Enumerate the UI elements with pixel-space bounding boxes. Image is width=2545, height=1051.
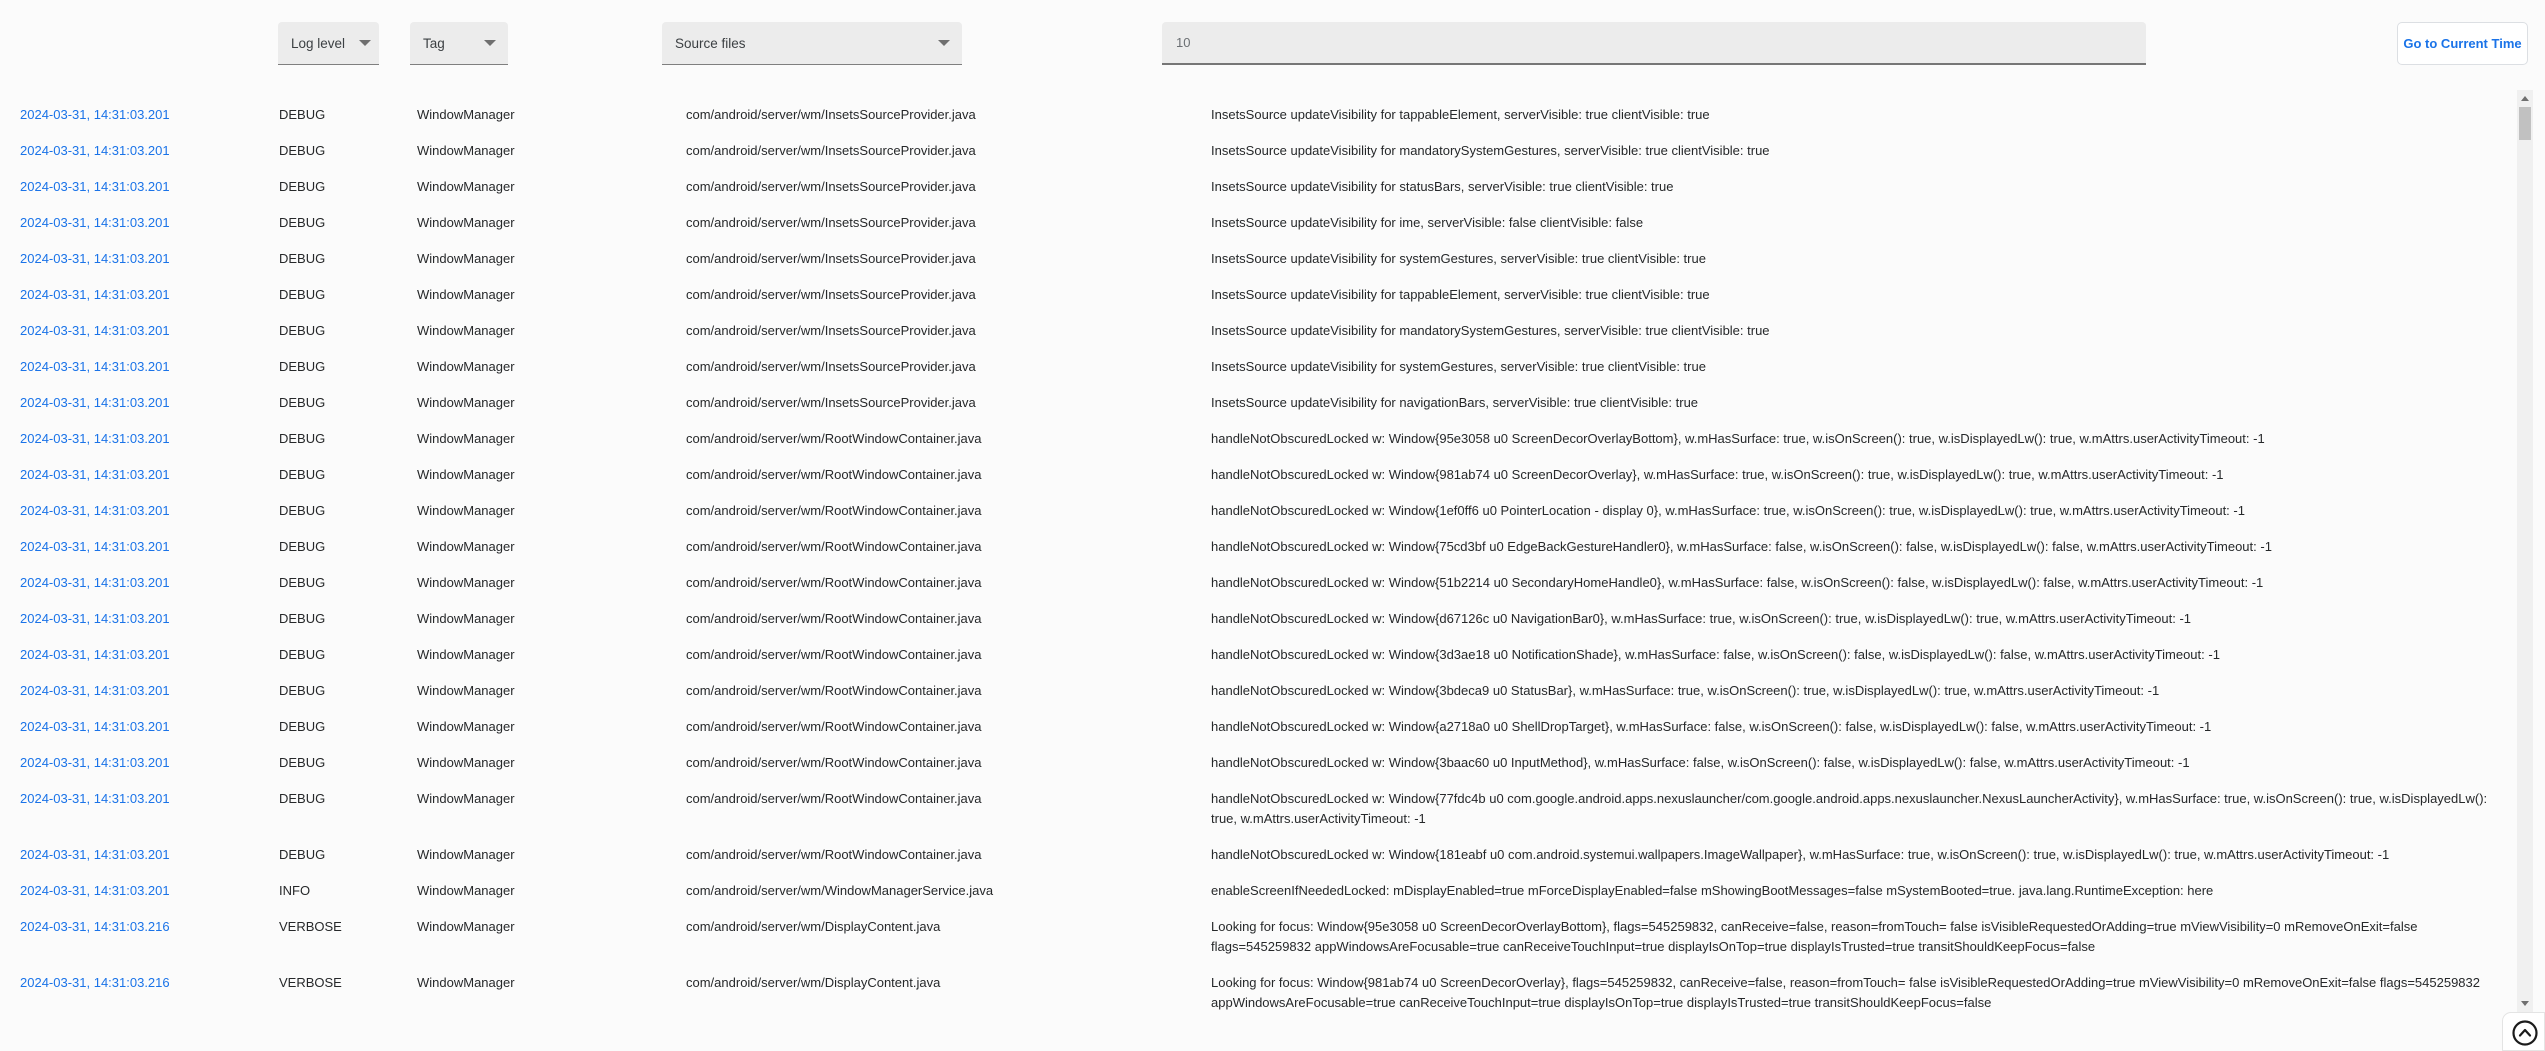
log-timestamp-link[interactable]: 2024-03-31, 14:31:03.201 bbox=[20, 647, 170, 662]
log-row[interactable] bbox=[20, 133, 2513, 169]
log-row[interactable] bbox=[20, 529, 2513, 565]
log-row[interactable] bbox=[20, 349, 2513, 385]
log-message: handleNotObscuredLocked w: Window{3d3ae18 u0 NotificationShade}, w.mHasSurface: false, w.isOnScreen(): false, w.isDisplayedLw(): false, w.mAttrs.userActivityTimeout: -1 bbox=[1211, 647, 2220, 662]
log-timestamp-link[interactable]: 2024-03-31, 14:31:03.201 bbox=[20, 359, 170, 374]
log-tag: WindowManager bbox=[417, 791, 515, 806]
log-message: InsetsSource updateVisibility for systemGestures, serverVisible: true clientVisible: true bbox=[1211, 251, 1706, 266]
log-row[interactable] bbox=[20, 457, 2513, 493]
log-timestamp-link[interactable]: 2024-03-31, 14:31:03.201 bbox=[20, 883, 170, 898]
log-timestamp-link[interactable]: 2024-03-31, 14:31:03.201 bbox=[20, 755, 170, 770]
chevron-down-icon bbox=[484, 40, 496, 46]
log-timestamp-link[interactable]: 2024-03-31, 14:31:03.216 bbox=[20, 919, 170, 934]
log-tag: WindowManager bbox=[417, 975, 515, 990]
log-level: INFO bbox=[279, 883, 311, 898]
log-tag: WindowManager bbox=[417, 179, 515, 194]
log-row[interactable] bbox=[20, 385, 2513, 421]
log-level: DEBUG bbox=[279, 143, 326, 158]
log-level: DEBUG bbox=[279, 107, 326, 122]
go-to-current-time-button[interactable]: Go to Current Time bbox=[2397, 22, 2528, 65]
log-tag: WindowManager bbox=[417, 611, 515, 626]
log-timestamp-link[interactable]: 2024-03-31, 14:31:03.216 bbox=[20, 975, 170, 990]
log-message: InsetsSource updateVisibility for tappableElement, serverVisible: true clientVisible: true bbox=[1211, 107, 1710, 122]
log-timestamp-link[interactable]: 2024-03-31, 14:31:03.201 bbox=[20, 719, 170, 734]
log-tag: WindowManager bbox=[417, 755, 515, 770]
log-message: Looking for focus: Window{981ab74 u0 ScreenDecorOverlay}, flags=545259832, canReceive=false, reason=fromTouch= false isVisibleRequestedOrAdding=true mViewVisibility=0 mRemoveOnExit=false flags=545259832 appWindowsAreFocusable=true canReceiveTouchInput=true displayIsOnTop=true displayIsTrusted=true transitShouldKeepFocus=false bbox=[1211, 975, 2480, 1010]
log-source-file: com/android/server/wm/RootWindowContainer.java bbox=[686, 683, 982, 698]
log-timestamp-link[interactable]: 2024-03-31, 14:31:03.201 bbox=[20, 143, 170, 158]
log-level: DEBUG bbox=[279, 251, 326, 266]
log-message: handleNotObscuredLocked w: Window{181eabf u0 com.android.systemui.wallpapers.ImageWallpaper}, w.mHasSurface: true, w.isOnScreen(): true, w.isDisplayedLw(): true, w.mAttrs.userActivityTimeout: -1 bbox=[1211, 847, 2390, 862]
scrollbar-thumb[interactable] bbox=[2519, 107, 2531, 140]
log-message: handleNotObscuredLocked w: Window{981ab74 u0 ScreenDecorOverlay}, w.mHasSurface: true, w.isOnScreen(): true, w.isDisplayedLw(): true, w.mAttrs.userActivityTimeout: -1 bbox=[1211, 467, 2224, 482]
log-row[interactable] bbox=[20, 601, 2513, 637]
log-row[interactable] bbox=[20, 277, 2513, 313]
log-timestamp-link[interactable]: 2024-03-31, 14:31:03.201 bbox=[20, 683, 170, 698]
log-tag: WindowManager bbox=[417, 431, 515, 446]
log-level-select[interactable] bbox=[278, 22, 379, 65]
log-tag: WindowManager bbox=[417, 919, 515, 934]
log-row[interactable] bbox=[20, 169, 2513, 205]
log-row[interactable] bbox=[20, 745, 2513, 781]
log-message: InsetsSource updateVisibility for systemGestures, serverVisible: true clientVisible: true bbox=[1211, 359, 1706, 374]
log-timestamp-link[interactable]: 2024-03-31, 14:31:03.201 bbox=[20, 215, 170, 230]
log-row[interactable] bbox=[20, 97, 2513, 133]
log-level: DEBUG bbox=[279, 575, 326, 590]
log-level: DEBUG bbox=[279, 503, 326, 518]
log-message: Looking for focus: Window{95e3058 u0 ScreenDecorOverlayBottom}, flags=545259832, canReceive=false, reason=fromTouch= false isVisibleRequestedOrAdding=true mViewVisibility=0 mRemoveOnExit=false flags=545259832 appWindowsAreFocusable=true canReceiveTouchInput=true displayIsOnTop=true displayIsTrusted=true transitShouldKeepFocus=false bbox=[1211, 919, 2418, 954]
log-level: DEBUG bbox=[279, 179, 326, 194]
corner-panel bbox=[2502, 1012, 2545, 1051]
vertical-scrollbar[interactable] bbox=[2517, 90, 2533, 1051]
log-source-file: com/android/server/wm/RootWindowContainer.java bbox=[686, 431, 982, 446]
log-tag: WindowManager bbox=[417, 143, 515, 158]
log-message: enableScreenIfNeededLocked: mDisplayEnabled=true mForceDisplayEnabled=false mShowingBootMessages=false mSystemBooted=true. java.lang.RuntimeException: here bbox=[1211, 883, 2214, 898]
log-tag: WindowManager bbox=[417, 251, 515, 266]
log-source-file: com/android/server/wm/RootWindowContainer.java bbox=[686, 719, 982, 734]
log-level: DEBUG bbox=[279, 791, 326, 806]
tag-select[interactable] bbox=[410, 22, 508, 65]
log-source-file: com/android/server/wm/RootWindowContainer.java bbox=[686, 575, 982, 590]
log-source-file: com/android/server/wm/RootWindowContainer.java bbox=[686, 611, 982, 626]
log-timestamp-link[interactable]: 2024-03-31, 14:31:03.201 bbox=[20, 395, 170, 410]
log-timestamp-link[interactable]: 2024-03-31, 14:31:03.201 bbox=[20, 287, 170, 302]
log-row[interactable] bbox=[20, 205, 2513, 241]
log-timestamp-link[interactable]: 2024-03-31, 14:31:03.201 bbox=[20, 791, 170, 806]
log-source-file: com/android/server/wm/RootWindowContainer.java bbox=[686, 467, 982, 482]
log-tag: WindowManager bbox=[417, 883, 515, 898]
log-level: DEBUG bbox=[279, 647, 326, 662]
log-row[interactable] bbox=[20, 565, 2513, 601]
log-row[interactable] bbox=[20, 493, 2513, 529]
log-source-file: com/android/server/wm/RootWindowContainer.java bbox=[686, 847, 982, 862]
log-tag: WindowManager bbox=[417, 847, 515, 862]
log-level: DEBUG bbox=[279, 467, 326, 482]
log-message: InsetsSource updateVisibility for navigationBars, serverVisible: true clientVisible: true bbox=[1211, 395, 1699, 410]
log-level: DEBUG bbox=[279, 215, 326, 230]
log-source-file: com/android/server/wm/RootWindowContainer.java bbox=[686, 647, 982, 662]
log-tag: WindowManager bbox=[417, 647, 515, 662]
log-tag: WindowManager bbox=[417, 215, 515, 230]
log-tag: WindowManager bbox=[417, 575, 515, 590]
chevron-up-circle-icon bbox=[2511, 1019, 2539, 1047]
source-files-select-label: Source files bbox=[675, 35, 746, 51]
log-level: DEBUG bbox=[279, 755, 326, 770]
log-message: InsetsSource updateVisibility for mandatorySystemGestures, serverVisible: true clientVisible: true bbox=[1211, 323, 1770, 338]
log-tag: WindowManager bbox=[417, 503, 515, 518]
triangle-up-icon bbox=[2521, 96, 2529, 101]
log-message: handleNotObscuredLocked w: Window{75cd3bf u0 EdgeBackGestureHandler0}, w.mHasSurface: false, w.isOnScreen(): false, w.isDisplayedLw(): false, w.mAttrs.userActivityTimeout: -1 bbox=[1211, 539, 2272, 554]
log-row[interactable] bbox=[20, 637, 2513, 673]
log-source-file: com/android/server/wm/InsetsSourceProvider.java bbox=[686, 179, 976, 194]
chevron-down-icon bbox=[938, 40, 950, 46]
log-source-file: com/android/server/wm/RootWindowContainer.java bbox=[686, 755, 982, 770]
log-level: DEBUG bbox=[279, 359, 326, 374]
log-message: handleNotObscuredLocked w: Window{3baac60 u0 InputMethod}, w.mHasSurface: false, w.isOnScreen(): false, w.isDisplayedLw(): false, w.mAttrs.userActivityTimeout: -1 bbox=[1211, 755, 2190, 770]
log-level: DEBUG bbox=[279, 611, 326, 626]
log-level-select-label: Log level bbox=[291, 35, 346, 51]
log-message: handleNotObscuredLocked w: Window{51b2214 u0 SecondaryHomeHandle0}, w.mHasSurface: false, w.isOnScreen(): false, w.isDisplayedLw(): false, w.mAttrs.userActivityTimeout: -1 bbox=[1211, 575, 2264, 590]
log-row[interactable] bbox=[20, 241, 2513, 277]
log-row[interactable] bbox=[20, 837, 2513, 873]
log-row[interactable] bbox=[20, 673, 2513, 709]
log-source-file: com/android/server/wm/DisplayContent.java bbox=[686, 919, 941, 934]
log-timestamp-link[interactable]: 2024-03-31, 14:31:03.201 bbox=[20, 611, 170, 626]
log-row[interactable] bbox=[20, 781, 2513, 837]
log-tag: WindowManager bbox=[417, 719, 515, 734]
log-tag: WindowManager bbox=[417, 107, 515, 122]
log-timestamp-link[interactable]: 2024-03-31, 14:31:03.201 bbox=[20, 179, 170, 194]
log-row[interactable] bbox=[20, 873, 2513, 909]
log-timestamp-link[interactable]: 2024-03-31, 14:31:03.201 bbox=[20, 251, 170, 266]
log-level: DEBUG bbox=[279, 323, 326, 338]
log-row[interactable] bbox=[20, 313, 2513, 349]
scrollbar-up-arrow[interactable] bbox=[2517, 90, 2533, 106]
log-level: DEBUG bbox=[279, 431, 326, 446]
log-tag: WindowManager bbox=[417, 395, 515, 410]
log-tag: WindowManager bbox=[417, 539, 515, 554]
log-timestamp-link[interactable]: 2024-03-31, 14:31:03.201 bbox=[20, 539, 170, 554]
log-level: DEBUG bbox=[279, 539, 326, 554]
log-level: VERBOSE bbox=[279, 975, 342, 990]
log-message: handleNotObscuredLocked w: Window{3bdeca9 u0 StatusBar}, w.mHasSurface: true, w.isOnScreen(): true, w.isDisplayedLw(): true, w.mAttrs.userActivityTimeout: -1 bbox=[1211, 683, 2160, 698]
log-message: InsetsSource updateVisibility for mandatorySystemGestures, serverVisible: true clientVisible: true bbox=[1211, 143, 1770, 158]
log-timestamp-link[interactable]: 2024-03-31, 14:31:03.201 bbox=[20, 467, 170, 482]
log-tag: WindowManager bbox=[417, 359, 515, 374]
source-files-select[interactable] bbox=[662, 22, 962, 65]
search-filter-input[interactable] bbox=[1162, 22, 2146, 65]
log-tag: WindowManager bbox=[417, 467, 515, 482]
log-timestamp-link[interactable]: 2024-03-31, 14:31:03.201 bbox=[20, 503, 170, 518]
scrollbar-down-arrow[interactable] bbox=[2517, 995, 2533, 1011]
log-timestamp-link[interactable]: 2024-03-31, 14:31:03.201 bbox=[20, 107, 170, 122]
tag-select-label: Tag bbox=[423, 35, 445, 51]
log-timestamp-link[interactable]: 2024-03-31, 14:31:03.201 bbox=[20, 431, 170, 446]
log-source-file: com/android/server/wm/InsetsSourceProvider.java bbox=[686, 143, 976, 158]
log-level: DEBUG bbox=[279, 683, 326, 698]
scroll-to-top-button[interactable] bbox=[2511, 1019, 2539, 1047]
log-level: DEBUG bbox=[279, 395, 326, 410]
log-timestamp-link[interactable]: 2024-03-31, 14:31:03.201 bbox=[20, 575, 170, 590]
triangle-down-icon bbox=[2521, 1001, 2529, 1006]
log-source-file: com/android/server/wm/InsetsSourceProvider.java bbox=[686, 215, 976, 230]
log-message: InsetsSource updateVisibility for statusBars, serverVisible: true clientVisible: true bbox=[1211, 179, 1674, 194]
log-row[interactable] bbox=[20, 709, 2513, 745]
log-source-file: com/android/server/wm/RootWindowContainer.java bbox=[686, 539, 982, 554]
log-list bbox=[0, 90, 2517, 1021]
log-level: DEBUG bbox=[279, 847, 326, 862]
log-row[interactable] bbox=[20, 909, 2513, 965]
log-message: handleNotObscuredLocked w: Window{1ef0ff6 u0 PointerLocation - display 0}, w.mHasSurface: true, w.isOnScreen(): true, w.isDisplayedLw(): true, w.mAttrs.userActivityTimeout: -1 bbox=[1211, 503, 2245, 518]
log-message: handleNotObscuredLocked w: Window{77fdc4b u0 com.google.android.apps.nexuslauncher/com.google.android.apps.nexuslauncher.NexusLauncherActivity}, w.mHasSurface: true, w.isOnScreen(): true, w.isDisplayedLw(): true, w.mAttrs.userActivityTimeout: -1 bbox=[1211, 791, 2488, 826]
log-filters-toolbar bbox=[0, 0, 2545, 90]
log-tag: WindowManager bbox=[417, 683, 515, 698]
log-source-file: com/android/server/wm/DisplayContent.java bbox=[686, 975, 941, 990]
log-row[interactable] bbox=[20, 421, 2513, 457]
log-source-file: com/android/server/wm/InsetsSourceProvider.java bbox=[686, 323, 976, 338]
log-timestamp-link[interactable]: 2024-03-31, 14:31:03.201 bbox=[20, 847, 170, 862]
log-message: handleNotObscuredLocked w: Window{a2718a0 u0 ShellDropTarget}, w.mHasSurface: false, w.isOnScreen(): false, w.isDisplayedLw(): false, w.mAttrs.userActivityTimeout: -1 bbox=[1211, 719, 2212, 734]
log-source-file: com/android/server/wm/InsetsSourceProvider.java bbox=[686, 359, 976, 374]
log-source-file: com/android/server/wm/RootWindowContainer.java bbox=[686, 791, 982, 806]
log-message: InsetsSource updateVisibility for ime, serverVisible: false clientVisible: false bbox=[1211, 215, 1644, 230]
log-level: DEBUG bbox=[279, 287, 326, 302]
log-message: handleNotObscuredLocked w: Window{95e3058 u0 ScreenDecorOverlayBottom}, w.mHasSurface: true, w.isOnScreen(): true, w.isDisplayedLw(): true, w.mAttrs.userActivityTimeout: -1 bbox=[1211, 431, 2265, 446]
log-row[interactable] bbox=[20, 965, 2513, 1021]
log-level: VERBOSE bbox=[279, 919, 342, 934]
log-tag: WindowManager bbox=[417, 287, 515, 302]
log-message: handleNotObscuredLocked w: Window{d67126c u0 NavigationBar0}, w.mHasSurface: true, w.isOnScreen(): true, w.isDisplayedLw(): true, w.mAttrs.userActivityTimeout: -1 bbox=[1211, 611, 2192, 626]
log-timestamp-link[interactable]: 2024-03-31, 14:31:03.201 bbox=[20, 323, 170, 338]
log-tag: WindowManager bbox=[417, 323, 515, 338]
log-source-file: com/android/server/wm/RootWindowContainer.java bbox=[686, 503, 982, 518]
log-source-file: com/android/server/wm/InsetsSourceProvider.java bbox=[686, 107, 976, 122]
log-message: InsetsSource updateVisibility for tappableElement, serverVisible: true clientVisible: true bbox=[1211, 287, 1710, 302]
log-source-file: com/android/server/wm/InsetsSourceProvider.java bbox=[686, 287, 976, 302]
log-level: DEBUG bbox=[279, 719, 326, 734]
log-source-file: com/android/server/wm/WindowManagerService.java bbox=[686, 883, 994, 898]
log-source-file: com/android/server/wm/InsetsSourceProvider.java bbox=[686, 395, 976, 410]
log-source-file: com/android/server/wm/InsetsSourceProvider.java bbox=[686, 251, 976, 266]
chevron-down-icon bbox=[359, 40, 371, 46]
